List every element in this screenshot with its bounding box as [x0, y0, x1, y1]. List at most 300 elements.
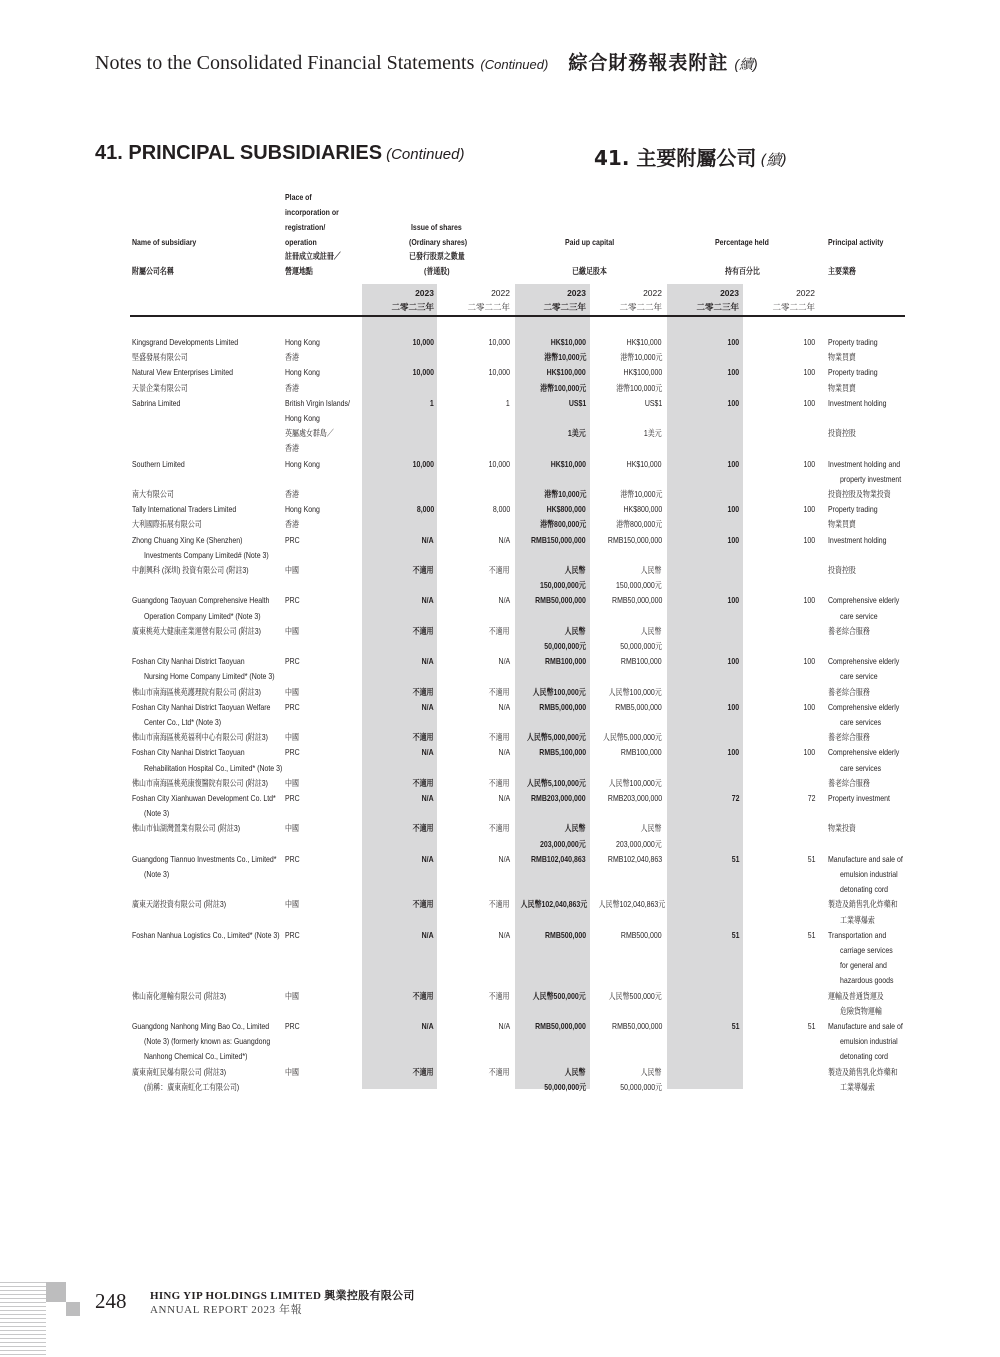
cell-shares-2022-text: N/A [498, 701, 510, 712]
cell-name-text: 佛山市南海區桃苑護理院有限公司 (附註3) [132, 686, 261, 697]
cell-activity-text: Comprehensive elderly [828, 701, 900, 712]
cell-pct-2022-text: 51 [807, 929, 815, 940]
cell-place [285, 533, 359, 548]
cell-paid-2022 [584, 685, 662, 700]
cell-place-text: 中國 [285, 686, 299, 697]
cell-name-text: 廣東南虹民爆有限公司 (附註3) [132, 1066, 227, 1077]
cell-paid-2023 [506, 563, 586, 578]
cell-activity [828, 350, 908, 365]
cell-activity-cont-text: 危險貨物運輸 [840, 1005, 882, 1016]
cell-shares-2023-text: 8,000 [416, 504, 434, 515]
cell-activity-cont-text: 工業導爆索 [840, 914, 875, 925]
cell-paid-2022 [584, 654, 662, 669]
cell-paid-2022-text: HK$800,000 [623, 504, 662, 515]
cell-pct-2022 [756, 700, 815, 715]
cell-paid-2023-text: 203,000,000元 [540, 838, 586, 849]
cell-pct-2023-text: 72 [731, 793, 739, 803]
cell-name-cont-text: (Note 3) (formerly known as: Guangdong [144, 1036, 271, 1047]
cell-activity [828, 533, 908, 548]
cell-activity-text: Property trading [828, 337, 878, 347]
cell-activity [828, 791, 908, 806]
cell-pct-2023-text: 100 [727, 337, 739, 347]
cell-activity-cont-text: detonating cord [840, 884, 889, 895]
cell-name [132, 852, 282, 867]
cell-paid-2023 [506, 1019, 586, 1034]
cell-paid-2022-text: 港幣800,000元 [615, 519, 662, 530]
cell-name-text: Guangdong Nanhong Ming Bao Co., Limited [132, 1021, 270, 1031]
cell-activity [828, 563, 908, 578]
cell-shares-2022 [442, 897, 510, 912]
cell-activity [828, 502, 908, 517]
cell-name-cont-text: Nursing Home Company Limited* (Note 3) [144, 671, 275, 682]
cell-shares-2022 [442, 502, 510, 517]
cell-shares-2022-text: 1 [506, 397, 510, 408]
cell-activity [828, 700, 908, 715]
cell-activity-cont [840, 1004, 908, 1019]
cell-paid-2022 [584, 487, 662, 502]
cell-name-text: 堅盛發展有限公司 [132, 352, 188, 363]
cell-paid-2022-text: US$1 [644, 397, 662, 408]
cell-paid-2023 [506, 989, 586, 1004]
cell-activity-cont [840, 943, 908, 958]
cell-name-cont [144, 1049, 284, 1064]
cell-paid-2023-text: RMB203,000,000 [531, 793, 586, 803]
cell-paid-2023 [506, 396, 586, 411]
cell-shares-2022 [442, 989, 510, 1004]
cell-name-text: Foshan Nanhua Logistics Co., Limited* (Note 3) [132, 929, 280, 940]
cell-name [132, 517, 282, 532]
cell-paid-2023 [506, 624, 586, 639]
cell-paid-2023-text: HK$10,000 [550, 458, 586, 469]
cell-activity [828, 517, 908, 532]
cell-name-text: Foshan City Nanhai District Taoyuan Welfare [132, 701, 271, 712]
cell-shares-2022-text: 不適用 [489, 732, 510, 743]
cell-name [132, 654, 282, 669]
section-title-en [95, 142, 465, 165]
cell-place-text: PRC [285, 747, 300, 758]
cell-shares-2022-text: N/A [498, 534, 510, 545]
cell-paid-2022 [584, 517, 662, 532]
cell-shares-2023-text: 不適用 [413, 625, 434, 636]
cell-activity [828, 821, 908, 836]
cell-shares-2022-text: 不適用 [489, 777, 510, 788]
header-title-zh: 綜合財務報表附註 [568, 52, 729, 74]
cell-shares-2023-text: 不適用 [413, 565, 434, 575]
cell-activity-text: Comprehensive elderly [828, 747, 900, 758]
cell-shares-2023 [366, 730, 434, 745]
cell-paid-2023 [506, 928, 586, 943]
cell-shares-2023-text: 1 [430, 397, 434, 408]
year-2022: 2022 [643, 288, 662, 298]
cell-paid-2022 [584, 563, 662, 578]
cell-activity-cont [840, 1034, 908, 1049]
cell-pct-2022-text: 100 [803, 747, 815, 758]
cell-paid-2022 [584, 426, 662, 441]
cell-activity-text: Manufacture and sale of [828, 1021, 903, 1031]
header-rule [130, 315, 905, 317]
cell-place [285, 1019, 359, 1034]
cell-shares-2022 [442, 654, 510, 669]
cell-pct-2022-text: 51 [807, 853, 815, 864]
cell-name-cont-text: Operation Company Limited* (Note 3) [144, 610, 261, 621]
cell-place-text: Hong Kong [285, 337, 320, 347]
cell-activity [828, 928, 908, 943]
cell-place [285, 396, 359, 411]
cell-place [285, 928, 359, 943]
cell-place-text: 中國 [285, 625, 299, 636]
cell-pct-2022 [756, 654, 815, 669]
cell-shares-2023-text: 不適用 [413, 990, 434, 1001]
cell-shares-2023-text: 不適用 [413, 686, 434, 697]
cell-paid-2022-text: HK$10,000 [627, 458, 662, 469]
cell-paid-2023-text: RMB100,000 [544, 656, 586, 667]
cell-pct-2022-text: 100 [803, 337, 815, 347]
cell-activity [828, 396, 908, 411]
cell-name [132, 593, 282, 608]
cell-shares-2023-text: N/A [421, 1021, 434, 1031]
cell-paid-2023 [506, 578, 586, 593]
cell-paid-2023-text: 人民幣500,000元 [532, 990, 586, 1001]
cell-shares-2023 [366, 654, 434, 669]
year-2023-zh: 二零二三年 [391, 302, 434, 312]
cell-paid-2023 [506, 487, 586, 502]
cell-paid-2022 [584, 1080, 662, 1095]
cell-activity-cont [840, 882, 908, 897]
cell-activity-cont [840, 913, 908, 928]
cell-name-text: 佛山市仙湖灣置業有限公司 (附註3) [132, 823, 241, 834]
running-header [95, 48, 758, 74]
cell-pct-2023 [680, 745, 739, 760]
cell-shares-2022-text: 不適用 [489, 823, 510, 834]
cell-paid-2022-text: 1美元 [644, 428, 662, 439]
cell-pct-2023-text: 100 [727, 534, 739, 545]
cell-shares-2023-text: N/A [421, 793, 434, 803]
cell-paid-2023-text: RMB5,000,000 [539, 701, 586, 712]
cell-place-text: 中國 [285, 1066, 299, 1077]
cell-activity-cont-text: property investment [840, 473, 902, 484]
cell-place-text: Hong Kong [285, 367, 320, 378]
cell-pct-2022 [756, 457, 815, 472]
cell-pct-2023 [680, 593, 739, 608]
cell-pct-2023 [680, 654, 739, 669]
cell-activity [828, 685, 908, 700]
cell-activity-cont [840, 609, 908, 624]
col-header-shares-3: 已發行股票之數量 [409, 251, 465, 261]
cell-pct-2022-text: 100 [803, 458, 815, 469]
cell-paid-2022-text: RMB102,040,863 [607, 853, 662, 864]
cell-activity-cont-text: care service [840, 610, 878, 621]
cell-paid-2022 [584, 457, 662, 472]
cell-place [285, 441, 359, 456]
cell-name [132, 700, 282, 715]
section-heading-en: 41. PRINCIPAL SUBSIDIARIES [95, 142, 383, 164]
cell-name-text: 天景企業有限公司 [132, 382, 188, 393]
cell-shares-2023 [366, 1019, 434, 1034]
cell-place [285, 1065, 359, 1080]
cell-place [285, 487, 359, 502]
cell-paid-2023 [506, 821, 586, 836]
cell-shares-2022 [442, 457, 510, 472]
cell-shares-2022-text: 不適用 [489, 990, 510, 1001]
cell-activity-text: Manufacture and sale of [828, 853, 903, 864]
cell-shares-2023 [366, 776, 434, 791]
cell-shares-2022 [442, 563, 510, 578]
cell-activity-text: 物業買賣 [828, 519, 856, 530]
cell-paid-2023-text: 港幣10,000元 [543, 352, 586, 363]
cell-pct-2023-text: 51 [731, 929, 739, 940]
cell-activity-text: Investment holding and [828, 458, 901, 469]
cell-activity [828, 745, 908, 760]
cell-shares-2022 [442, 396, 510, 411]
cell-name-cont-text: Nanhong Chemical Co., Limited*) [144, 1051, 248, 1062]
cell-activity [828, 593, 908, 608]
cell-shares-2022 [442, 685, 510, 700]
cell-paid-2023 [506, 457, 586, 472]
cell-paid-2023-text: 人民幣5,000,000元 [527, 732, 586, 743]
cell-paid-2022 [584, 1019, 662, 1034]
cell-place-text: PRC [285, 701, 300, 712]
cell-paid-2022-text: 人民幣102,040,863元 [598, 899, 666, 910]
cell-name [132, 897, 282, 912]
cell-shares-2022-text: 不適用 [489, 686, 510, 697]
year-2022-zh: 二零二二年 [467, 302, 510, 312]
cell-activity [828, 365, 908, 380]
cell-activity [828, 381, 908, 396]
cell-shares-2023 [366, 365, 434, 380]
cell-shares-2023 [366, 700, 434, 715]
cell-paid-2022-text: 港幣10,000元 [619, 352, 662, 363]
cell-name-text: 佛山市南海區桃苑福利中心有限公司 (附註3) [132, 732, 268, 743]
cell-paid-2022 [584, 989, 662, 1004]
cell-shares-2022-text: N/A [498, 656, 510, 667]
year-2022: 2022 [491, 288, 510, 298]
cell-name [132, 1019, 282, 1034]
cell-place-text: British Virgin Islands/ [285, 397, 350, 408]
cell-activity-cont-text: detonating cord [840, 1051, 889, 1062]
cell-place-text: PRC [285, 929, 300, 940]
cell-paid-2022 [584, 928, 662, 943]
cell-shares-2023 [366, 502, 434, 517]
cell-paid-2022 [584, 897, 666, 912]
cell-activity-cont-text: care services [840, 717, 882, 727]
cell-name [132, 821, 282, 836]
cell-pct-2022-text: 72 [807, 793, 815, 803]
cell-shares-2023 [366, 624, 434, 639]
cell-shares-2023-text: N/A [421, 595, 434, 606]
cell-name-cont [144, 548, 284, 563]
cell-paid-2022-text: 人民幣100,000元 [608, 686, 662, 697]
cell-activity-text: Investment holding [828, 534, 887, 545]
cell-paid-2023 [506, 745, 586, 760]
cell-activity-text: 養老綜合服務 [828, 625, 870, 636]
cell-paid-2023-text: 人民幣5,100,000元 [527, 777, 586, 788]
footer-block [66, 1302, 80, 1316]
cell-pct-2022-text: 100 [803, 504, 815, 515]
cell-place-text: 中國 [285, 899, 299, 910]
cell-activity-cont [840, 715, 908, 730]
cell-activity-text: 養老綜合服務 [828, 686, 870, 697]
cell-activity-text: Comprehensive elderly [828, 656, 900, 667]
cell-paid-2023 [506, 639, 586, 654]
cell-place [285, 730, 359, 745]
cell-activity-cont [840, 958, 908, 973]
cell-activity-cont [840, 1080, 908, 1095]
cell-place-text: Hong Kong [285, 458, 320, 469]
cell-name [132, 563, 282, 578]
cell-name-text: 佛山南化運輸有限公司 (附註3) [132, 990, 227, 1001]
cell-place [285, 365, 359, 380]
cell-pct-2023 [680, 700, 739, 715]
cell-activity-text: 養老綜合服務 [828, 777, 870, 788]
cell-name-cont [144, 1034, 284, 1049]
cell-pct-2023 [680, 852, 739, 867]
cell-shares-2022 [442, 791, 510, 806]
cell-paid-2023 [506, 791, 586, 806]
year-2023-zh: 二零二三年 [696, 302, 739, 312]
cell-name-cont-text: (Note 3) [144, 808, 170, 819]
cell-activity-cont-text: care services [840, 762, 882, 773]
year-header-paid-2023 [532, 286, 586, 314]
cell-pct-2022 [756, 745, 815, 760]
cell-paid-2023 [506, 502, 586, 517]
col-header-place-3: registration/ [285, 222, 326, 232]
cell-shares-2023-text: 不適用 [413, 899, 434, 910]
cell-pct-2023 [680, 457, 739, 472]
cell-paid-2022 [584, 396, 662, 411]
cell-activity-cont-text: 工業導爆索 [840, 1081, 875, 1092]
cell-pct-2023-text: 100 [727, 701, 739, 712]
cell-paid-2022 [584, 381, 662, 396]
cell-place-text: PRC [285, 534, 300, 545]
cell-paid-2023-text: 50,000,000元 [544, 1081, 586, 1092]
cell-paid-2022 [584, 1065, 662, 1080]
cell-name-cont-text: Investments Company Limited# (Note 3) [144, 549, 269, 560]
page-number: 248 [95, 1289, 127, 1313]
cell-place-text: PRC [285, 1021, 300, 1031]
cell-activity-text: 投資控股及物業投資 [828, 489, 891, 499]
cell-shares-2023 [366, 791, 434, 806]
cell-shares-2023 [366, 533, 434, 548]
cell-name [132, 365, 282, 380]
header-continued-en: (Continued) [480, 57, 549, 72]
cell-place-text: 中國 [285, 565, 299, 575]
cell-pct-2023 [680, 365, 739, 380]
cell-activity [828, 335, 908, 350]
cell-activity [828, 852, 908, 867]
cell-place-text: PRC [285, 595, 300, 606]
cell-shares-2022-text: 8,000 [492, 504, 510, 515]
cell-activity-text: Property investment [828, 793, 890, 803]
cell-name-text: 大利國際拓展有限公司 [132, 519, 202, 530]
col-header-place-2: incorporation or [285, 207, 339, 217]
cell-shares-2023-text: 10,000 [412, 337, 434, 347]
cell-shares-2022-text: 10,000 [488, 367, 510, 378]
year-2023: 2023 [567, 288, 586, 298]
cell-paid-2022-text: 人民幣100,000元 [608, 777, 662, 788]
cell-paid-2022 [584, 852, 662, 867]
cell-paid-2022-text: RMB5,000,000 [615, 701, 662, 712]
cell-shares-2023 [366, 928, 434, 943]
cell-place-text: PRC [285, 656, 300, 667]
cell-name-text: Foshan City Nanhai District Taoyuan [132, 747, 245, 758]
cell-shares-2023 [366, 457, 434, 472]
cell-paid-2023-text: HK$10,000 [550, 337, 586, 347]
cell-pct-2023-text: 51 [731, 853, 739, 864]
cell-paid-2022-text: 203,000,000元 [616, 838, 662, 849]
cell-pct-2023 [680, 533, 739, 548]
cell-paid-2022-text: 150,000,000元 [616, 580, 662, 591]
cell-activity-text: Property trading [828, 367, 878, 378]
cell-paid-2023 [506, 1080, 586, 1095]
cell-activity-cont [840, 1049, 908, 1064]
cell-name-text: Kingsgrand Developments Limited [132, 337, 239, 347]
cell-place-text: 英屬處女群島／ [285, 428, 334, 439]
cell-pct-2022-text: 100 [803, 534, 815, 545]
cell-shares-2022 [442, 593, 510, 608]
cell-shares-2023-text: N/A [421, 929, 434, 940]
header-continued-zh: (續) [734, 56, 758, 72]
cell-shares-2023 [366, 745, 434, 760]
cell-shares-2023 [366, 593, 434, 608]
cell-shares-2022-text: 10,000 [488, 458, 510, 469]
cell-paid-2022-text: 人民幣 [641, 625, 662, 636]
section-continued-en: (Continued) [386, 146, 465, 163]
cell-place-text: Hong Kong [285, 413, 320, 423]
cell-shares-2022 [442, 533, 510, 548]
cell-pct-2022-text: 100 [803, 367, 815, 378]
cell-place [285, 745, 359, 760]
cell-paid-2022-text: 50,000,000元 [620, 641, 662, 651]
cell-activity [828, 1019, 908, 1034]
year-header-shares-2023 [380, 286, 434, 314]
cell-name [132, 335, 282, 350]
cell-paid-2022 [584, 730, 662, 745]
cell-paid-2022-text: 港幣100,000元 [615, 382, 662, 393]
cell-paid-2023-text: US$1 [568, 397, 586, 408]
cell-pct-2022-text: 51 [807, 1021, 815, 1031]
cell-activity [828, 897, 908, 912]
cell-place-text: PRC [285, 793, 300, 803]
cell-pct-2023-text: 100 [727, 458, 739, 469]
cell-name [132, 624, 282, 639]
cell-paid-2022 [584, 502, 662, 517]
cell-pct-2023 [680, 396, 739, 411]
cell-paid-2023-text: 人民幣102,040,863元 [520, 899, 588, 910]
cell-shares-2022 [442, 852, 510, 867]
cell-name-cont-text: Center Co., Ltd* (Note 3) [144, 717, 222, 727]
cell-shares-2022-text: N/A [498, 1021, 510, 1031]
year-header-paid-2022 [608, 286, 662, 314]
cell-paid-2022-text: RMB100,000 [621, 747, 662, 758]
cell-place [285, 426, 359, 441]
year-2023: 2023 [415, 288, 434, 298]
cell-shares-2023 [366, 1065, 434, 1080]
cell-shares-2022 [442, 365, 510, 380]
cell-paid-2023-text: 人民幣100,000元 [532, 686, 586, 697]
cell-name [132, 776, 282, 791]
cell-paid-2023-text: HK$800,000 [546, 504, 586, 515]
cell-paid-2023 [506, 837, 586, 852]
cell-shares-2022-text: 10,000 [488, 337, 510, 347]
cell-paid-2022 [584, 745, 662, 760]
cell-activity [828, 1065, 908, 1080]
cell-paid-2022 [584, 578, 662, 593]
cell-place [285, 381, 359, 396]
cell-activity-text: 物業買賣 [828, 352, 856, 363]
cell-shares-2023 [366, 852, 434, 867]
cell-place-text: 香港 [285, 382, 299, 393]
cell-name [132, 396, 282, 411]
